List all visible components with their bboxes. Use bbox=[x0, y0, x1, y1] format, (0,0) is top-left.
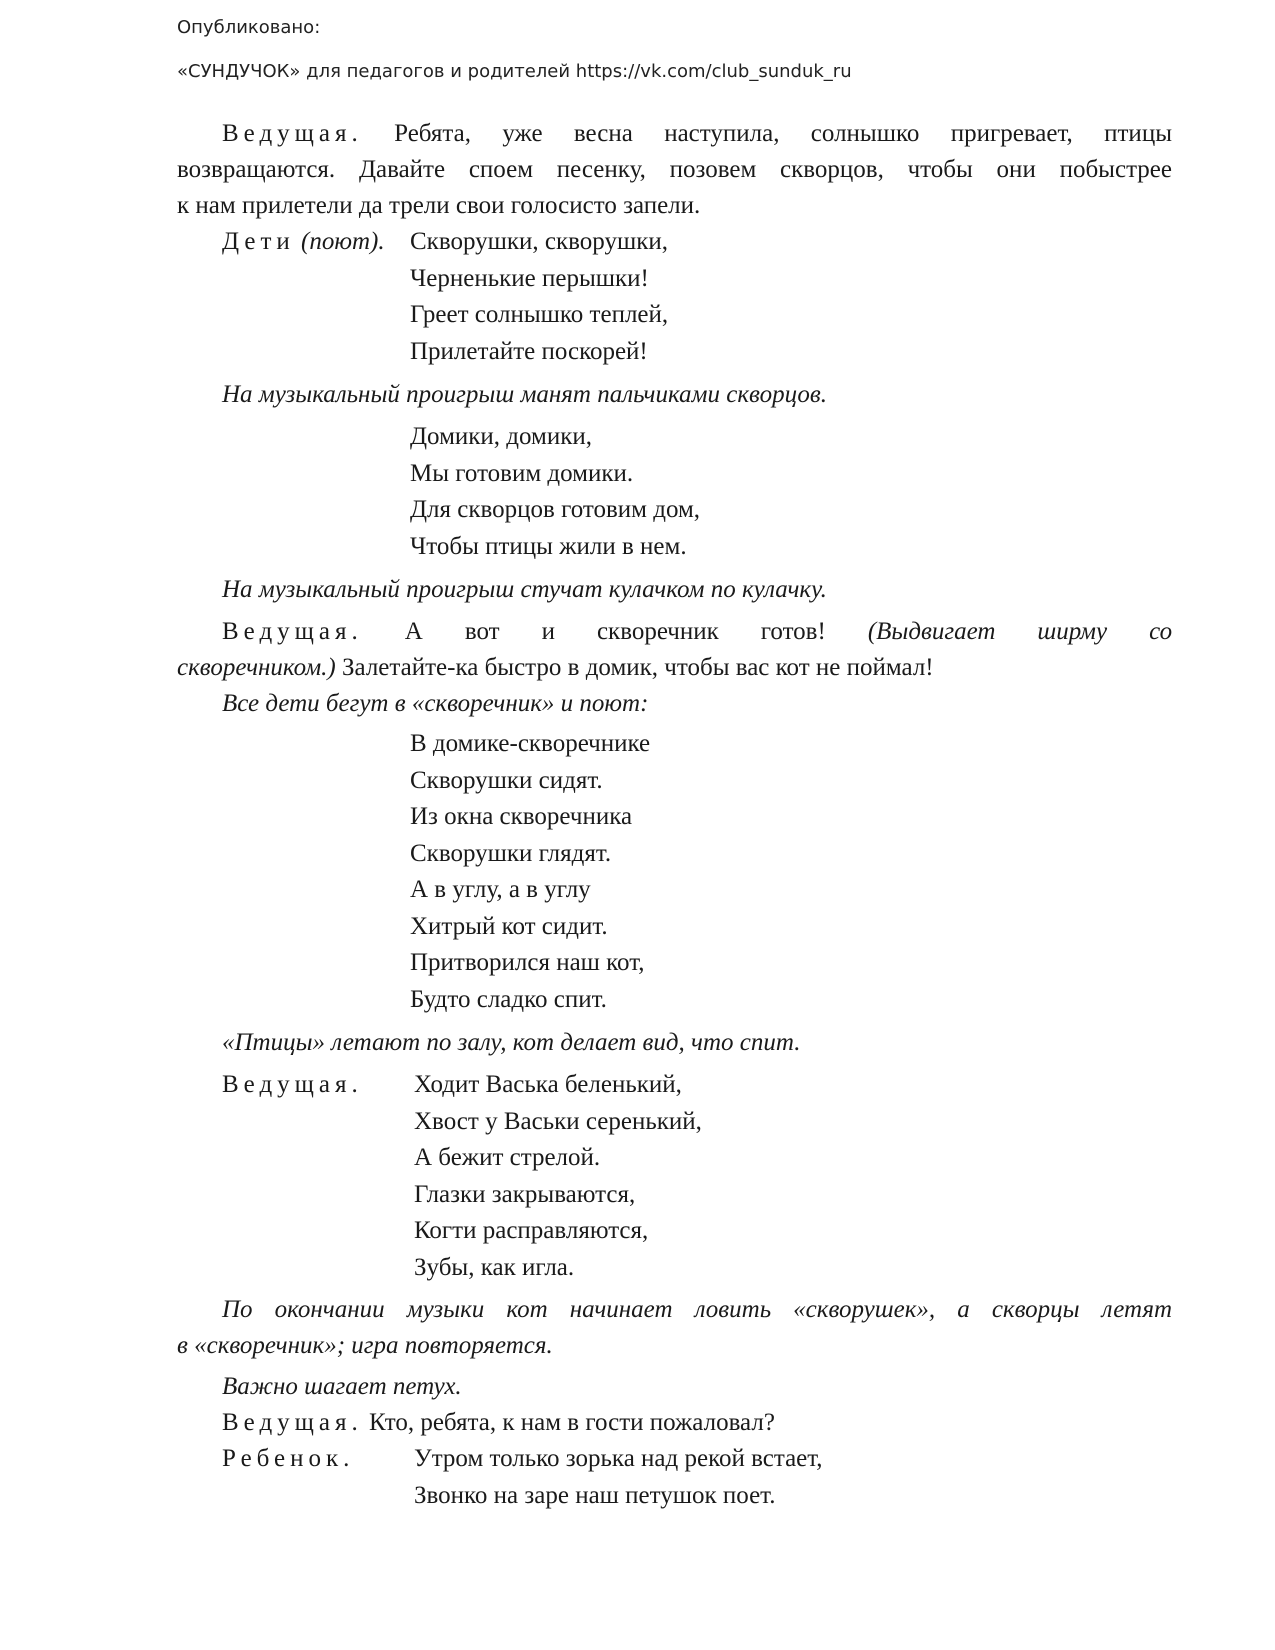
stage-direction-3: Все дети бегут в «скворечник» и поют: bbox=[222, 690, 649, 717]
verse-line: Звонко на заре наш петушок поет. bbox=[414, 1481, 776, 1509]
verse-line: Чтобы птицы жили в нем. bbox=[410, 532, 687, 560]
verse-line: Притворился наш кот, bbox=[410, 949, 645, 976]
paragraph-5: Ведущая. Кто, ребята, к нам в гости пожаловал? bbox=[222, 1409, 775, 1436]
speaker-label: Ведущая. bbox=[222, 618, 363, 645]
published-label: Опубликовано: bbox=[177, 17, 321, 38]
verse-line: Скворушки, скворушки, bbox=[410, 228, 668, 255]
paragraph-3-line-1: Ведущая. А вот и скворечник готов! (Выдвигает ширму со bbox=[222, 618, 1173, 645]
stage-direction-1: На музыкальный проигрыш манят пальчиками скворцов. bbox=[222, 381, 827, 408]
verse-line: Глазки закрываются, bbox=[414, 1180, 636, 1208]
speaker-label: Дети bbox=[222, 228, 295, 255]
verse-line: Черненькие перышки! bbox=[410, 264, 649, 292]
verse-line: Утром только зорька над рекой встает, bbox=[414, 1445, 823, 1472]
verse-5 bbox=[414, 1441, 823, 1514]
verse-line: Скворушки глядят. bbox=[410, 839, 612, 867]
stage-direction-4: «Птицы» летают по залу, кот делает вид, что спит. bbox=[222, 1029, 801, 1056]
source-line: «СУНДУЧОК» для педагогов и родителей https://vk.com/club_sunduk_ru bbox=[177, 61, 852, 82]
verse-line: Когти расправляются, bbox=[414, 1217, 649, 1244]
paragraph-6-speaker: Ребенок. bbox=[222, 1445, 355, 1472]
speaker-label: Ведущая. bbox=[222, 120, 363, 147]
verse-line: Прилетайте поскорей! bbox=[410, 337, 648, 365]
verse-3 bbox=[410, 726, 650, 1018]
verse-line: Будто сладко спит. bbox=[410, 985, 607, 1013]
stage-direction: (поют). bbox=[301, 228, 385, 255]
verse-1 bbox=[410, 224, 668, 370]
paragraph-1-line-2: возвращаются. Давайте споем песенку, позовем скворцов, чтобы они побыстрее bbox=[177, 156, 1172, 183]
stage-direction-5-line-1: По окончании музыки кот начинает ловить «скворушек», а скворцы летят bbox=[222, 1296, 1172, 1323]
verse-line: Хвост у Васьки серенький, bbox=[414, 1107, 702, 1135]
stage-direction-2: На музыкальный проигрыш стучат кулачком по кулачку. bbox=[222, 576, 827, 603]
verse-line: Из окна скворечника bbox=[410, 803, 633, 830]
paragraph-3-line-2: скворечником.) Залетайте-ка быстро в домик, чтобы вас кот не поймал! bbox=[177, 654, 934, 681]
verse-line: А бежит стрелой. bbox=[414, 1144, 601, 1171]
paragraph-2-speaker bbox=[222, 224, 385, 260]
stage-direction-5-line-2: в «скворечник»; игра повторяется. bbox=[177, 1332, 553, 1359]
verse-2 bbox=[410, 419, 700, 565]
verse-line: Ходит Васька беленький, bbox=[414, 1071, 682, 1098]
verse-line: Для скворцов готовим дом, bbox=[410, 496, 701, 523]
verse-line: Скворушки сидят. bbox=[410, 766, 603, 794]
verse-line: Хитрый кот сидит. bbox=[410, 912, 608, 940]
verse-line: Мы готовим домики. bbox=[410, 459, 634, 487]
speaker-label: Ведущая. bbox=[222, 1409, 363, 1436]
verse-line: Греет солнышко теплей, bbox=[410, 301, 669, 328]
verse-line: Зубы, как игла. bbox=[414, 1253, 575, 1281]
paragraph-1-line-3: к нам прилетели да трели свои голосисто запели. bbox=[177, 192, 701, 219]
paragraph-1-line-1: Ведущая. Ребята, уже весна наступила, солнышко пригревает, птицы bbox=[222, 120, 1172, 147]
verse-line: Домики, домики, bbox=[410, 423, 593, 450]
verse-line: В домике-скворечнике bbox=[410, 730, 651, 757]
verse-4 bbox=[414, 1067, 702, 1286]
verse-line: А в углу, а в углу bbox=[410, 876, 591, 903]
stage-direction-6: Важно шагает петух. bbox=[222, 1373, 462, 1400]
paragraph-4-speaker: Ведущая. bbox=[222, 1071, 363, 1098]
